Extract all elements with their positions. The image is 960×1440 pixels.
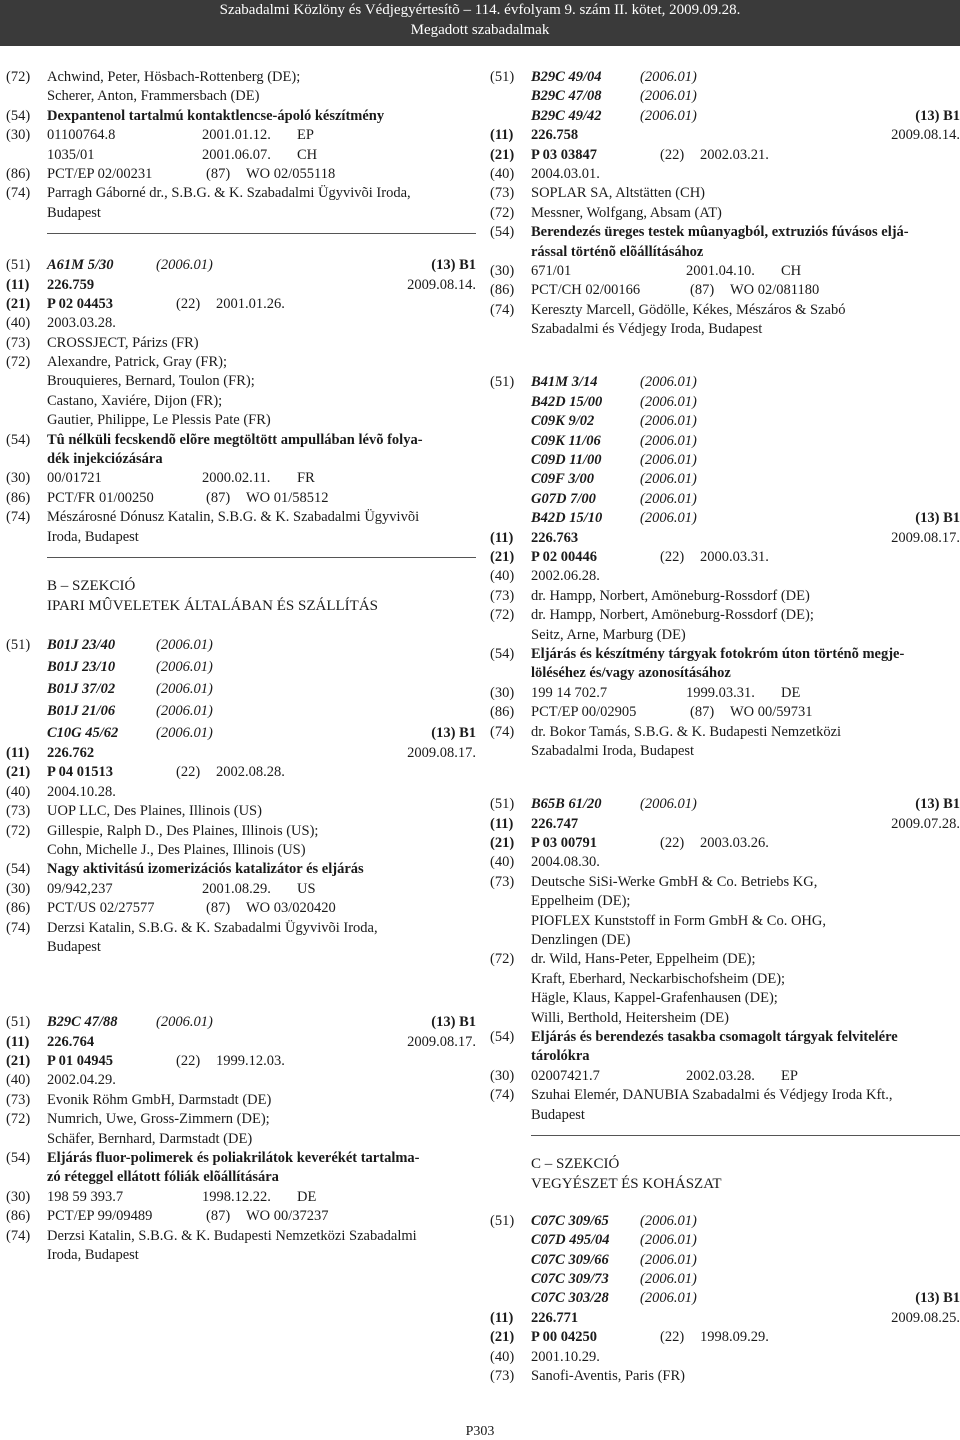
- patent-entry: (51) B41M 3/14 (2006.01) B42D 15/00 (2006.01) C09K 9/02 (2006.01) C09K 11/06 (2006.01) C09D 11/00 (2006.01) C09F 3/00 (2006.01) G07D 7/00 (2006.01) B42D 15/10 (2006.01) (13) B1 (11) 226.763 2009.08.17. (21) P 02 00446 (22) 2000.03.31. (40) 2002.06.28. (73) dr. Hampp, Norbert, Amöneburg-Rossdorf (DE) (72) dr. Hampp, Norbert, Amöneburg-Rossdorf (DE); Seitz, Arne, Marburg (DE) (54) Eljárás és készítmény tárgyak fotokróm úton történõ megje- löléséhez és/vagy azonosításához (30) 199 14 702.7 1999.03.31. DE (86) PCT/EP 00/02905 (87) WO 00/59731 (74) dr. Bokor Tamás, S.B.G. & K. Budapesti Nemzetközi Szabadalmi Iroda, Budapest: [490, 374, 960, 759]
- patent-title: Dexpantenol tartalmú kontaktlencse-ápoló készítmény: [47, 107, 385, 124]
- page-number: P303: [465, 1424, 495, 1439]
- left-column: (72) Achwind, Peter, Hösbach-Rottenberg (DE); Scherer, Anton, Frammersbach (DE) (54) Dexpantenol tartalmú kontaktlencse-ápoló készítmény (30) 01100764.8 2001.01.12. EP 1035/01 2001.06.07. CH (86) PCT/EP 02/00231 (87) WO 02/055118 (74) Parragh Gáborné dr., S.B.G. & K. Szabadalmi Ügyvivõi Iroda, Budapest (51) A61M 5/30 (2006.01) (13) B1 (11) 226.759 2009.08.14. (21) P 02 04453 (22) 2001.01.26. (40) 2003.03.28. (73) CROSSJECT, Párizs (FR) (72) Alexandre, Patrick, Gray (FR); Brouquieres, Bernard, Toulon (FR); Castano, Xaviére, Dijon (FR); Gautier, Philippe, Le Plessis Pate (FR) (54) Tû nélküli fecskendõ elõre megtöltött ampullában lévõ folya- dék injekciózására (30) 00/01721 2000.02.11. FR (86) PCT/FR 01/00250 (87) WO 01/58512 (74) Mészárosné Dónusz Katalin, S.B.G. & K. Szabadalmi Ügyvivõi Iroda, Budapest B – SZEKCIÓ IPARI MÛVELETEK ÁLTALÁBAN ÉS SZÁLLÍTÁS (51) B01J 23/40 (2006.01) B01J 23/10 (2006.01) B01J 37/02 (2006.01) B01J 21/06 (2006.01) C10G 45/62 (2006.01) (13) B1 (11) 226.762 2009.08.17. (21) P 04 01513 (22) 2002.08.28. (40) 2004.10.28. (73) UOP LLC, Des Plaines, Illinois (US) (72) Gillespie, Ralph D., Des Plaines, Illinois (US); Cohn, Michelle J., Des Plaines, Illinois (US) (54) Nagy aktivitású izomerizációs katalizátor és eljárás (30) 09/942,237 2001.08.29. US (86) PCT/US 02/27577 (87) WO 03/020420 (74) Derzsi Katalin, S.B.G. & K. Szabadalmi Ügyvivõi Iroda, Budapest (51) B29C 47/88 (2006.01) (13) B1 (11) 226.764 2009.08.17. (21) P 01 04945 (22) 1999.12.03. (40) 2002.04.29. (73) Evonik Röhm GmbH, Darmstadt (DE) (72) Numrich, Uwe, Gross-Zimmern (DE); Schäfer, Bernhard, Darmstadt (DE) (54) Eljárás fluor-polimerek és poliakrilátok keverékét tartalma- zó réteggel ellátott fóliák elõállítására (30) 198 59 393.7 1998.12.22. DE (86) PCT/EP 99/09489 (87) WO 00/37237 (74) Derzsi Katalin, S.B.G. & K. Budapesti Nemzetközi Szabadalmi Iroda, Budapest: [6, 68, 476, 1265]
- divider: [47, 233, 476, 234]
- patent-title: Tû nélküli fecskendõ elõre megtöltött ampullában lévõ folya-: [47, 431, 423, 448]
- section-heading: B – SZEKCIÓ: [47, 577, 136, 594]
- section-heading: C – SZEKCIÓ: [531, 1155, 620, 1172]
- right-column: (51) B29C 49/04 (2006.01) B29C 47/08 (2006.01) B29C 49/42 (2006.01) (13) B1 (11) 226.758 2009.08.14. (21) P 03 03847 (22) 2002.03.21. (40) 2004.03.01. (73) SOPLAR SA, Altstätten (CH) (72) Messner, Wolfgang, Absam (AT) (54) Berendezés üreges testek mûanyagból, extruziós fúvásos eljá- rással történõ elõállításához (30) 671/01 2001.04.10. CH (86) PCT/CH 02/00166 (87) WO 02/081180 (74) Kereszty Marcell, Gödölle, Kékes, Mészáros & Szabó Szabadalmi és Védjegy Iroda, Budapest (51) B41M 3/14 (2006.01) B42D 15/00 (2006.01) C09K 9/02 (2006.01) C09K 11/06 (2006.01) C09D 11/00 (2006.01) C09F 3/00 (2006.01) G07D 7/00 (2006.01) B42D 15/10 (2006.01) (13) B1 (11) 226.763 2009.08.17. (21) P 02 00446 (22) 2000.03.31. (40) 2002.06.28. (73) dr. Hampp, Norbert, Amöneburg-Rossdorf (DE) (72) dr. Hampp, Norbert, Amöneburg-Rossdorf (DE); Seitz, Arne, Marburg (DE) (54) Eljárás és készítmény tárgyak fotokróm úton történõ megje- löléséhez és/vagy azonosításához (30) 199 14 702.7 1999.03.31. DE (86) PCT/EP 00/02905 (87) WO 00/59731 (74) dr. Bokor Tamás, S.B.G. & K. Budapesti Nemzetközi Szabadalmi Iroda, Budapest (51) B65B 61/20 (2006.01) (13) B1 (11) 226.747 2009.07.28. (21) P 03 00791 (22) 2003.03.26. (40) 2004.08.30. (73) Deutsche SiSi-Werke GmbH & Co. Betriebs KG, Eppelheim (DE); PIOFLEX Kunststoff in Form GmbH & Co. OHG, Denzlingen (DE) (72) dr. Wild, Hans-Peter, Eppelheim (DE); Kraft, Eberhard, Neckarbischofsheim (DE); Hägle, Klaus, Kappel-Grafenhausen (DE); Willi, Berthold, Heitersheim (DE) (54) Eljárás és berendezés tasakba csomagolt tárgyak felvitelére tárolókra (30) 02007421.7 2002.03.28. EP (74) Szuhai Elemér, DANUBIA Szabadalmi és Védjegy Iroda Kft., Budapest C – SZEKCIÓ VEGYÉSZET ÉS KOHÁSZAT (51) C07C 309/65 (2006.01) C07D 495/04 (2006.01) C07C 309/66 (2006.01) C07C 309/73 (2006.01) C07C 303/28 (2006.01) (13) B1 (11) 226.771 2009.08.25. (21) P 00 04250 (22) 1998.09.29. (40) 2001.10.29. (73) Sanofi-Aventis, Paris (FR): [490, 68, 960, 1386]
- patent-title: Nagy aktivitású izomerizációs katalizátor és eljárás: [47, 861, 364, 878]
- divider: [531, 1135, 960, 1136]
- patent-entry: (72) Achwind, Peter, Hösbach-Rottenberg (DE); Scherer, Anton, Frammersbach (DE) (54) Dexpantenol tartalmú kontaktlencse-ápoló készítmény (30) 01100764.8 2001.01.12. EP 1035/01 2001.06.07. CH (86) PCT/EP 02/00231 (87) WO 02/055118 (74) Parragh Gáborné dr., S.B.G. & K. Szabadalmi Ügyvivõi Iroda, Budapest: [6, 69, 411, 221]
- patent-entry: (51) B29C 49/04 (2006.01) B29C 47/08 (2006.01) B29C 49/42 (2006.01) (13) B1 (11) 226.758 2009.08.14. (21) P 03 03847 (22) 2002.03.21. (40) 2004.03.01. (73) SOPLAR SA, Altstätten (CH) (72) Messner, Wolfgang, Absam (AT) (54) Berendezés üreges testek mûanyagból, extruziós fúvásos eljá- rással történõ elõállításához (30) 671/01 2001.04.10. CH (86) PCT/CH 02/00166 (87) WO 02/081180 (74) Kereszty Marcell, Gödölle, Kékes, Mészáros & Szabó Szabadalmi és Védjegy Iroda, Budapest: [490, 69, 960, 338]
- patent-number: 226.764: [47, 1033, 95, 1050]
- patent-entry: (51) A61M 5/30 (2006.01) (13) B1 (11) 226.759 2009.08.14. (21) P 02 04453 (22) 2001.01.26. (40) 2003.03.28. (73) CROSSJECT, Párizs (FR) (72) Alexandre, Patrick, Gray (FR); Brouquieres, Bernard, Toulon (FR); Castano, Xaviére, Dijon (FR); Gautier, Philippe, Le Plessis Pate (FR) (54) Tû nélküli fecskendõ elõre megtöltött ampullában lévõ folya- dék injekciózására (30) 00/01721 2000.02.11. FR (86) PCT/FR 01/00250 (87) WO 01/58512 (74) Mészárosné Dónusz Katalin, S.B.G. & K. Szabadalmi Ügyvivõi Iroda, Budapest: [6, 257, 476, 545]
- patent-number: 226.763: [531, 529, 579, 546]
- section-title: Megadott szabadalmak: [410, 22, 550, 38]
- patent-entry: (51) B29C 47/88 (2006.01) (13) B1 (11) 226.764 2009.08.17. (21) P 01 04945 (22) 1999.12.03. (40) 2002.04.29. (73) Evonik Röhm GmbH, Darmstadt (DE) (72) Numrich, Uwe, Gross-Zimmern (DE); Schäfer, Bernhard, Darmstadt (DE) (54) Eljárás fluor-polimerek és poliakrilátok keverékét tartalma- zó réteggel ellátott fóliák elõállítására (30) 198 59 393.7 1998.12.22. DE (86) PCT/EP 99/09489 (87) WO 00/37237 (74) Derzsi Katalin, S.B.G. & K. Budapesti Nemzetközi Szabadalmi Iroda, Budapest: [6, 1014, 476, 1263]
- patent-number: 226.759: [47, 276, 95, 293]
- inventors: Achwind, Peter, Hösbach-Rottenberg (DE);: [47, 69, 301, 85]
- patent-entry: (51) B65B 61/20 (2006.01) (13) B1 (11) 226.747 2009.07.28. (21) P 03 00791 (22) 2003.03.26. (40) 2004.08.30. (73) Deutsche SiSi-Werke GmbH & Co. Betriebs KG, Eppelheim (DE); PIOFLEX Kunststoff in Form GmbH & Co. OHG, Denzlingen (DE) (72) dr. Wild, Hans-Peter, Eppelheim (DE); Kraft, Eberhard, Neckarbischofsheim (DE); Hägle, Klaus, Kappel-Grafenhausen (DE); Willi, Berthold, Heitersheim (DE) (54) Eljárás és berendezés tasakba csomagolt tárgyak felvitelére tárolókra (30) 02007421.7 2002.03.28. EP (74) Szuhai Elemér, DANUBIA Szabadalmi és Védjegy Iroda Kft., Budapest: [490, 796, 960, 1123]
- divider: [47, 557, 476, 558]
- patent-entry: (51) B01J 23/40 (2006.01) B01J 23/10 (2006.01) B01J 37/02 (2006.01) B01J 21/06 (2006.01) C10G 45/62 (2006.01) (13) B1 (11) 226.762 2009.08.17. (21) P 04 01513 (22) 2002.08.28. (40) 2004.10.28. (73) UOP LLC, Des Plaines, Illinois (US) (72) Gillespie, Ralph D., Des Plaines, Illinois (US); Cohn, Michelle J., Des Plaines, Illinois (US) (54) Nagy aktivitású izomerizációs katalizátor és eljárás (30) 09/942,237 2001.08.29. US (86) PCT/US 02/27577 (87) WO 03/020420 (74) Derzsi Katalin, S.B.G. & K. Szabadalmi Ügyvivõi Iroda, Budapest: [6, 636, 476, 955]
- patent-title: Eljárás és berendezés tasakba csomagolt tárgyak felvitelére: [531, 1028, 898, 1045]
- patent-number: 226.762: [47, 744, 95, 761]
- patent-title: Eljárás fluor-polimerek és poliakrilátok keverékét tartalma-: [47, 1150, 420, 1167]
- patent-entry: (51) C07C 309/65 (2006.01) C07D 495/04 (2006.01) C07C 309/66 (2006.01) C07C 309/73 (2006.01) C07C 303/28 (2006.01) (13) B1 (11) 226.771 2009.08.25. (21) P 00 04250 (22) 1998.09.29. (40) 2001.10.29. (73) Sanofi-Aventis, Paris (FR): [490, 1212, 960, 1385]
- patent-number: 226.758: [531, 127, 579, 144]
- patent-title: Eljárás és készítmény tárgyak fotokróm úton történõ megje-: [531, 645, 905, 662]
- patent-number: 226.771: [531, 1309, 579, 1326]
- journal-title: Szabadalmi Közlöny és Védjegyértesítõ – 114. évfolyam 9. szám II. kötet, 2009.09.28.: [219, 2, 741, 18]
- page-header: [0, 0, 960, 46]
- patent-number: 226.747: [531, 815, 579, 832]
- patent-title: Berendezés üreges testek mûanyagból, extruziós fúvásos eljá-: [531, 224, 909, 241]
